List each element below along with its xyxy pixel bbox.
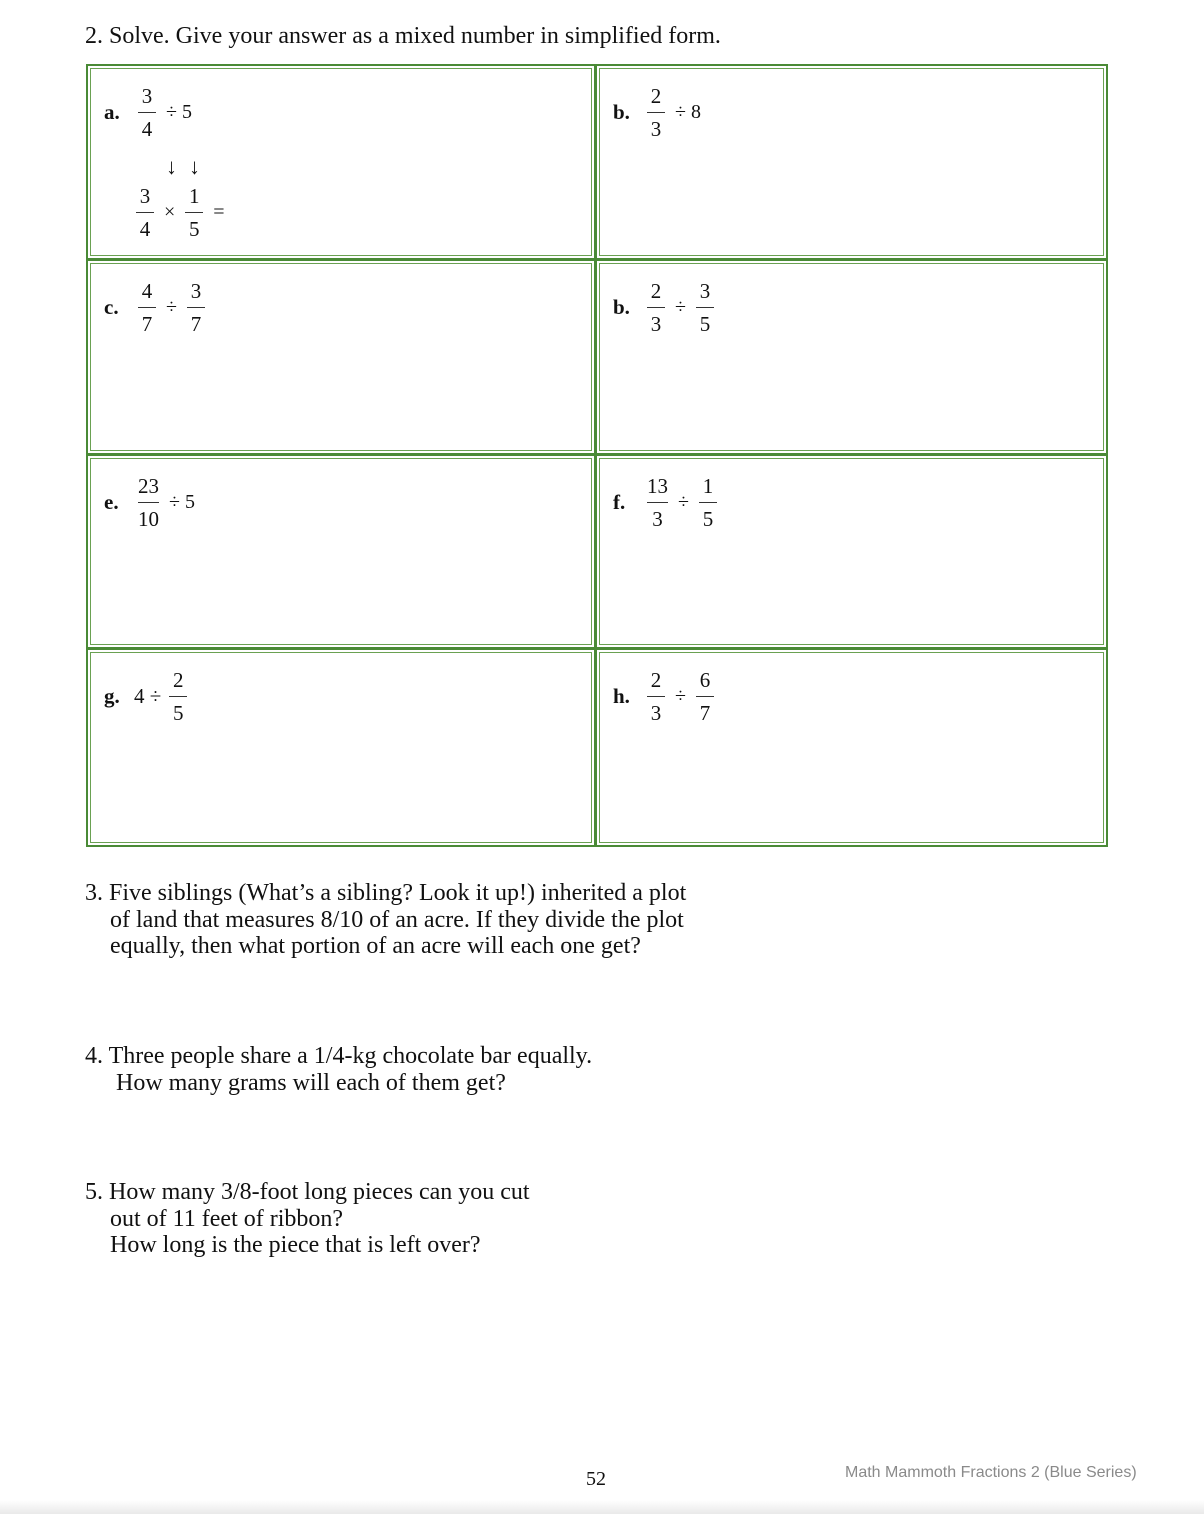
- problem-4-line-2: How many grams will each of them get?: [116, 1069, 506, 1096]
- numerator: 13: [647, 473, 668, 498]
- expression-a: [104, 84, 198, 141]
- operator: ×: [164, 201, 176, 223]
- fraction: [647, 668, 665, 725]
- problem-cell-e: [88, 456, 597, 651]
- problem-letter: f.: [613, 489, 626, 514]
- problem-cell-b2: [597, 261, 1106, 456]
- denominator: 4: [141, 117, 153, 141]
- fraction-bar: [138, 112, 156, 113]
- numerator: 3: [699, 278, 711, 303]
- denominator: 5: [173, 701, 184, 726]
- problem-3-line-1: 3. Five siblings (What’s a sibling? Look it up!) inherited a plot: [85, 880, 687, 906]
- denominator: 3: [652, 506, 663, 531]
- fraction-bar: [647, 696, 665, 697]
- denominator: 7: [699, 701, 711, 726]
- operator: ÷: [166, 295, 177, 318]
- fraction: [138, 279, 156, 336]
- fraction: [647, 474, 668, 531]
- numerator: 3: [190, 278, 202, 303]
- fraction: [169, 668, 187, 725]
- problem-4-line-1: 4. Three people share a 1/4-kg chocolate bar equally.: [85, 1043, 593, 1069]
- problem-cell-h: [597, 650, 1106, 845]
- numerator: 23: [138, 473, 159, 498]
- exercise-2-heading: 2. Solve. Give your answer as a mixed number in simplified form.: [85, 23, 721, 49]
- word-problem-5: [85, 1179, 530, 1259]
- operator: ÷: [675, 685, 686, 708]
- fraction: [696, 279, 714, 336]
- word-problem-3: [85, 880, 686, 960]
- operator: ÷: [675, 295, 686, 318]
- page-bottom-edge: [0, 1500, 1204, 1514]
- denominator: 7: [141, 311, 153, 336]
- fraction-bar: [187, 307, 205, 308]
- down-arrows-icon: ↓↓: [166, 154, 212, 179]
- problem-cell-c: [88, 261, 597, 456]
- problem-letter: e.: [104, 489, 119, 514]
- numerator: 2: [650, 668, 662, 693]
- denominator: 10: [138, 506, 159, 531]
- page-number: 52: [586, 1468, 606, 1490]
- fraction-bar: [138, 307, 156, 308]
- numerator: 2: [173, 668, 184, 693]
- expression-b1: [613, 84, 707, 141]
- equals-sign: =: [213, 201, 225, 223]
- fraction-bar: [136, 212, 154, 213]
- expression-g: [104, 668, 191, 725]
- fraction-bar: [647, 502, 668, 503]
- denominator: 3: [650, 117, 662, 141]
- operator: ÷ 5: [169, 490, 195, 513]
- problem-grid: [86, 64, 1108, 847]
- problem-3-line-2: of land that measures 8/10 of an acre. If they divide the plot: [110, 906, 684, 933]
- fraction-bar: [185, 212, 203, 213]
- problem-letter: g.: [104, 684, 120, 709]
- footer-series-title: Math Mammoth Fractions 2 (Blue Series): [845, 1464, 1137, 1481]
- problem-5-line-1: 5. How many 3/8-foot long pieces can you cut: [85, 1179, 530, 1205]
- denominator: 5: [189, 217, 200, 241]
- problem-3-line-3: equally, then what portion of an acre will each one get?: [110, 933, 641, 959]
- numerator: 1: [702, 473, 714, 498]
- operator: ÷: [678, 490, 689, 513]
- fraction: [138, 84, 156, 141]
- fraction-bar: [138, 502, 159, 503]
- fraction: [699, 474, 717, 531]
- fraction: [136, 184, 154, 241]
- expression-f: [613, 474, 721, 531]
- numerator: 2: [650, 84, 662, 108]
- fraction-bar: [647, 112, 665, 113]
- fraction-bar: [169, 696, 187, 697]
- problem-cell-f: [597, 456, 1106, 651]
- denominator: 5: [702, 506, 714, 531]
- denominator: 3: [650, 311, 662, 336]
- numerator: 6: [699, 668, 711, 693]
- fraction: [138, 474, 159, 531]
- fraction-bar: [699, 502, 717, 503]
- denominator: 7: [190, 311, 202, 336]
- problem-cell-g: [88, 650, 597, 845]
- problem-5-line-3: How long is the piece that is left over?: [110, 1232, 481, 1258]
- expression-h: [613, 668, 718, 725]
- expression-c: [104, 279, 209, 336]
- problem-5-line-2: out of 11 feet of ribbon?: [110, 1205, 344, 1232]
- numerator: 4: [141, 278, 153, 303]
- operator: ÷ 8: [675, 101, 701, 123]
- problem-letter: c.: [104, 294, 119, 319]
- numerator: 2: [650, 278, 662, 303]
- denominator: 4: [139, 217, 151, 241]
- operator: ÷ 5: [166, 101, 192, 123]
- problem-letter: a.: [104, 100, 120, 124]
- numerator: 3: [139, 184, 151, 208]
- problem-letter: b.: [613, 100, 630, 124]
- problem-cell-b1: [597, 66, 1106, 261]
- fraction-bar: [696, 696, 714, 697]
- fraction: [647, 84, 665, 141]
- denominator: 5: [699, 311, 711, 336]
- problem-cell-a: [88, 66, 597, 261]
- numerator: 3: [141, 84, 153, 108]
- expression-e: [104, 474, 201, 531]
- fraction: [647, 279, 665, 336]
- worked-step-a: [132, 184, 231, 241]
- fraction-bar: [647, 307, 665, 308]
- fraction-bar: [696, 307, 714, 308]
- whole-number-operator: 4 ÷: [134, 684, 162, 709]
- fraction: [185, 184, 203, 241]
- expression-b2: [613, 279, 718, 336]
- numerator: 1: [189, 184, 200, 208]
- word-problem-4: [85, 1043, 592, 1096]
- fraction: [696, 668, 714, 725]
- denominator: 3: [650, 701, 662, 726]
- problem-letter: b.: [613, 294, 630, 319]
- problem-letter: h.: [613, 684, 630, 709]
- fraction: [187, 279, 205, 336]
